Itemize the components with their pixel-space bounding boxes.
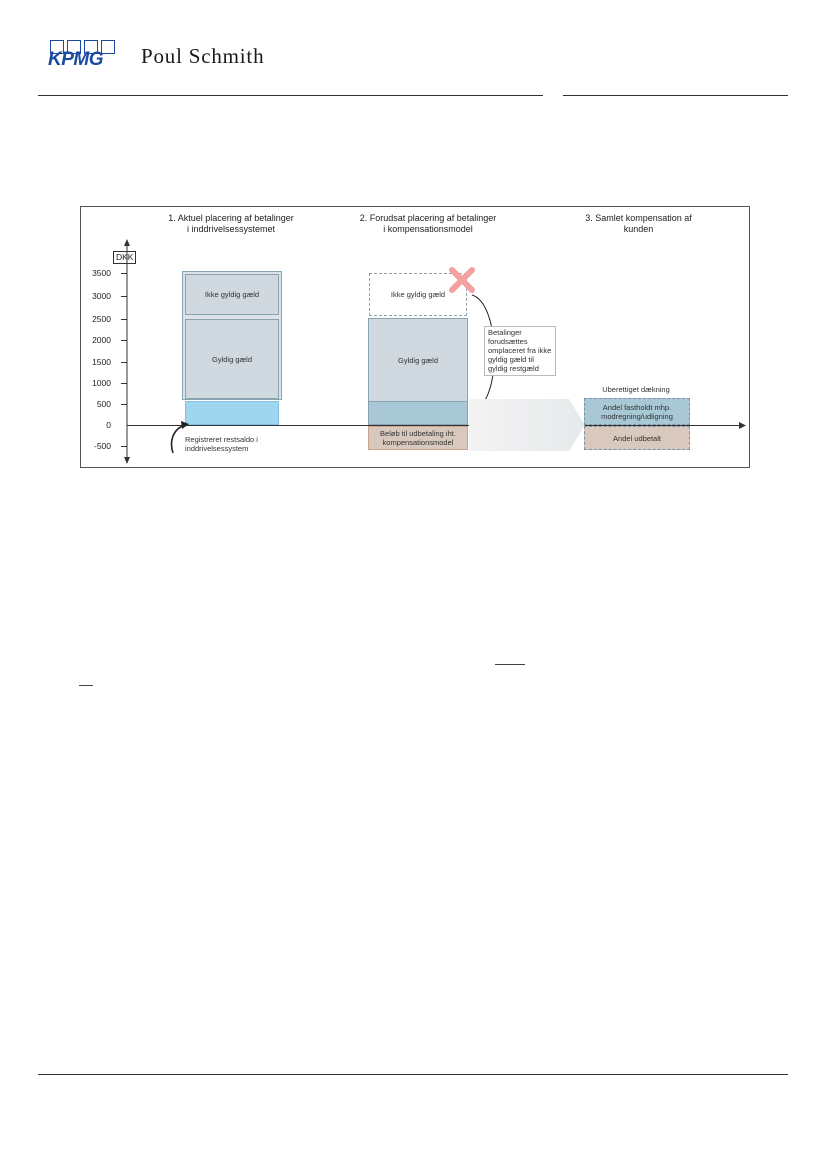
s2-gyldig-box xyxy=(368,318,468,402)
s2-blue-segment xyxy=(368,401,468,425)
axis-unit-label: DKK xyxy=(113,251,136,264)
s2-udbetaling-label: Beløb til udbetaling iht. kompensationsmodel xyxy=(380,429,456,447)
s1-restsaldo-bar xyxy=(185,401,279,425)
y-tick-500: 500 xyxy=(96,399,111,409)
y-tick-mark xyxy=(121,340,127,341)
y-tick-mark xyxy=(121,273,127,274)
kpmg-logo-text: KPMG xyxy=(48,49,103,70)
s1-ikke-gyldig-label: Ikke gyldig gæld xyxy=(204,290,260,299)
header-divider-right xyxy=(563,95,788,96)
text-underline-mark xyxy=(495,664,525,665)
red-x-icon xyxy=(448,267,476,293)
s3-fastholdt-box xyxy=(584,398,690,425)
s3-udbetalt-label: Andel udbetalt xyxy=(613,433,661,443)
y-tick-minus-500: -500 xyxy=(93,441,111,451)
y-tick-1500: 1500 xyxy=(92,357,111,367)
s2-note-box: Betalinger forudsættes omplaceret fra ikke gyldig gæld til gyldig restgæld xyxy=(484,326,556,376)
y-tick-2500: 2500 xyxy=(92,314,111,324)
s3-udbetalt-box xyxy=(584,426,690,450)
y-tick-mark xyxy=(121,383,127,384)
section-3-title: 3. Samlet kompensation af kunden xyxy=(585,213,692,234)
y-tick-3500: 3500 xyxy=(92,268,111,278)
s3-fastholdt-label: Andel fastholdt mhp. modregning/udligning xyxy=(601,402,673,421)
y-tick-0: 0 xyxy=(106,420,111,430)
y-tick-mark xyxy=(121,404,127,405)
section-1-title: 1. Aktuel placering af betalinger i inddrivelsessystemet xyxy=(168,213,294,234)
y-tick-mark xyxy=(121,319,127,320)
s1-gyldig-box xyxy=(185,319,279,399)
header-divider-left xyxy=(38,95,543,96)
text-underline-mark xyxy=(79,685,93,686)
flow-chevron xyxy=(469,399,587,451)
s1-note: Registreret restsaldo i inddrivelsessystem xyxy=(185,435,258,453)
s2-ikke-gyldig-label: Ikke gyldig gæld xyxy=(390,290,446,299)
y-tick-2000: 2000 xyxy=(92,335,111,345)
footer-divider xyxy=(38,1074,788,1075)
kpmg-logo xyxy=(48,40,118,72)
s2-udbetaling-box xyxy=(368,426,468,450)
y-tick-3000: 3000 xyxy=(92,291,111,301)
compensation-diagram xyxy=(80,206,750,468)
firm-name: Poul Schmith xyxy=(141,44,265,68)
s1-ikke-gyldig-box xyxy=(185,274,279,315)
s1-gyldig-label: Gyldig gæld xyxy=(211,354,253,364)
y-tick-mark xyxy=(121,362,127,363)
y-tick-mark xyxy=(121,296,127,297)
y-tick-1000: 1000 xyxy=(92,378,111,388)
y-tick-mark xyxy=(121,446,127,447)
section-2-title: 2. Forudsat placering af betalinger i kompensationsmodel xyxy=(359,213,497,234)
s2-gyldig-label: Gyldig gæld xyxy=(397,355,439,365)
s3-caption: Uberettiget dækning xyxy=(602,385,670,394)
